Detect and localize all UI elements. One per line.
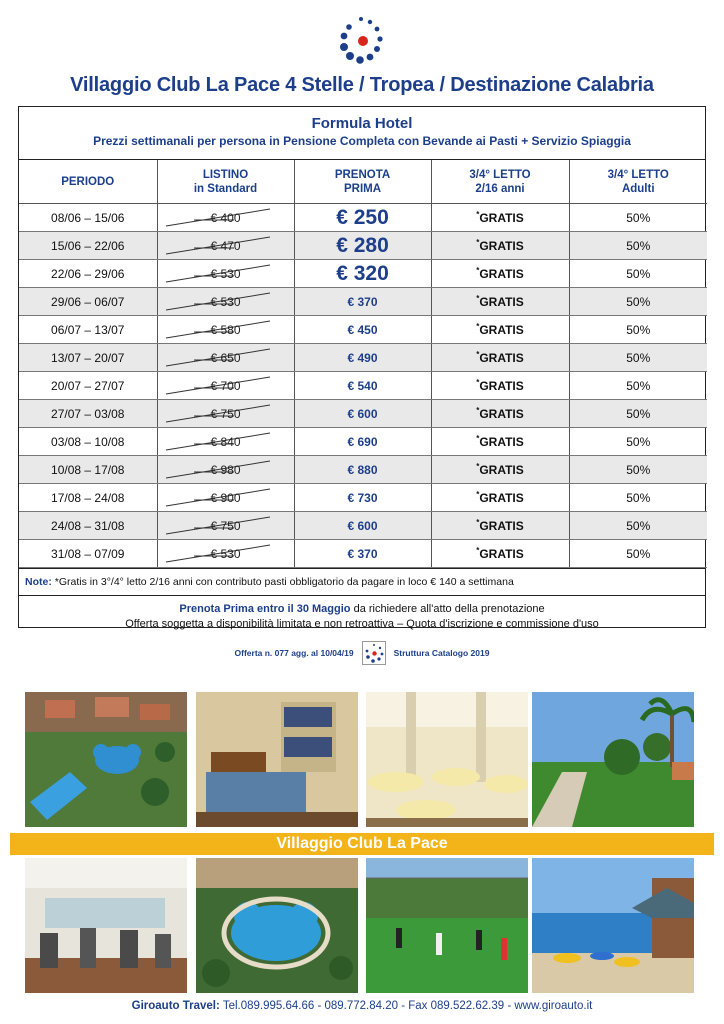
gratis-label: GRATIS bbox=[479, 519, 524, 533]
cell-prenota-prima: € 600 bbox=[294, 512, 431, 540]
formula-heading: Formula Hotel bbox=[311, 115, 413, 132]
asterisk: * bbox=[476, 490, 480, 499]
cell-periodo: 22/06 – 29/06 bbox=[19, 260, 157, 288]
cell-prenota-prima: € 370 bbox=[294, 540, 431, 568]
cell-prenota-prima: € 490 bbox=[294, 344, 431, 372]
mini-logo-icon bbox=[362, 641, 386, 665]
listino-price: € 470 bbox=[210, 238, 241, 253]
cell-prenota-prima: € 250 bbox=[294, 204, 431, 232]
table-row bbox=[19, 456, 707, 484]
table-header-row bbox=[19, 160, 707, 204]
listino-price: € 750 bbox=[210, 406, 241, 421]
price-table-header bbox=[19, 107, 705, 160]
cell-letto-bimbi bbox=[431, 204, 569, 232]
cell-listino bbox=[157, 400, 294, 428]
note-label: Note: bbox=[25, 576, 52, 588]
table-row bbox=[19, 484, 707, 512]
gratis-label: GRATIS bbox=[479, 267, 524, 281]
table-row bbox=[19, 288, 707, 316]
resort-banner: Villaggio Club La Pace bbox=[10, 833, 714, 855]
cell-listino bbox=[157, 204, 294, 232]
cell-letto-adulti: 50% bbox=[569, 512, 707, 540]
listino-price: € 400 bbox=[210, 210, 241, 225]
gratis-label: GRATIS bbox=[479, 239, 524, 253]
cell-prenota-prima: € 370 bbox=[294, 288, 431, 316]
gratis-label: GRATIS bbox=[479, 379, 524, 393]
col-listino: LISTINO in Standard bbox=[157, 160, 294, 204]
cell-letto-bimbi bbox=[431, 344, 569, 372]
cell-letto-adulti: 50% bbox=[569, 288, 707, 316]
cell-letto-bimbi bbox=[431, 484, 569, 512]
catalog-label: Struttura Catalogo 2019 bbox=[393, 648, 490, 658]
table-row bbox=[19, 204, 707, 232]
photo-resort-aerial bbox=[25, 692, 187, 827]
price-table-box bbox=[18, 106, 706, 628]
gratis-label: GRATIS bbox=[479, 211, 524, 225]
cell-listino bbox=[157, 316, 294, 344]
cell-letto-adulti: 50% bbox=[569, 400, 707, 428]
cell-letto-bimbi bbox=[431, 288, 569, 316]
col-periodo: PERIODO bbox=[19, 160, 157, 204]
gratis-label: GRATIS bbox=[479, 295, 524, 309]
cell-prenota-prima: € 730 bbox=[294, 484, 431, 512]
cell-letto-adulti: 50% bbox=[569, 344, 707, 372]
cell-prenota-prima: € 540 bbox=[294, 372, 431, 400]
photo-gym bbox=[25, 858, 187, 993]
photo-beach bbox=[532, 858, 694, 993]
asterisk: * bbox=[476, 294, 480, 303]
offer-line2: Offerta soggetta a disponibilità limitata e non retroattiva – Quota d'iscrizione e commissione d'uso bbox=[125, 618, 599, 630]
note-row bbox=[19, 568, 705, 596]
cell-letto-adulti: 50% bbox=[569, 204, 707, 232]
gratis-label: GRATIS bbox=[479, 323, 524, 337]
company-logo bbox=[335, 14, 387, 66]
table-row bbox=[19, 260, 707, 288]
cell-letto-adulti: 50% bbox=[569, 232, 707, 260]
cell-periodo: 06/07 – 13/07 bbox=[19, 316, 157, 344]
cell-periodo: 24/08 – 31/08 bbox=[19, 512, 157, 540]
offer-reference: Offerta n. 077 agg. al 10/04/19 bbox=[234, 648, 354, 658]
cell-letto-adulti: 50% bbox=[569, 540, 707, 568]
cell-periodo: 08/06 – 15/06 bbox=[19, 204, 157, 232]
cell-letto-bimbi bbox=[431, 540, 569, 568]
cell-periodo: 10/08 – 17/08 bbox=[19, 456, 157, 484]
cell-letto-bimbi bbox=[431, 316, 569, 344]
table-row bbox=[19, 372, 707, 400]
cell-periodo: 13/07 – 20/07 bbox=[19, 344, 157, 372]
price-table bbox=[19, 160, 707, 568]
asterisk: * bbox=[476, 322, 480, 331]
cell-listino bbox=[157, 232, 294, 260]
cell-prenota-prima: € 600 bbox=[294, 400, 431, 428]
asterisk: * bbox=[476, 266, 480, 275]
table-row bbox=[19, 316, 707, 344]
cell-letto-bimbi bbox=[431, 428, 569, 456]
gratis-label: GRATIS bbox=[479, 407, 524, 421]
asterisk: * bbox=[476, 238, 480, 247]
table-row bbox=[19, 428, 707, 456]
cell-letto-bimbi bbox=[431, 260, 569, 288]
cell-letto-adulti: 50% bbox=[569, 456, 707, 484]
listino-price: € 650 bbox=[210, 350, 241, 365]
cell-letto-adulti: 50% bbox=[569, 372, 707, 400]
listino-price: € 750 bbox=[210, 518, 241, 533]
cell-prenota-prima: € 280 bbox=[294, 232, 431, 260]
col-letto-bimbi: 3/4° LETTO 2/16 anni bbox=[431, 160, 569, 204]
gratis-label: GRATIS bbox=[479, 463, 524, 477]
cell-listino bbox=[157, 288, 294, 316]
asterisk: * bbox=[476, 434, 480, 443]
cell-prenota-prima: € 690 bbox=[294, 428, 431, 456]
cell-letto-adulti: 50% bbox=[569, 484, 707, 512]
cell-listino bbox=[157, 456, 294, 484]
footer-contacts bbox=[0, 1000, 724, 1012]
cell-letto-adulti: 50% bbox=[569, 260, 707, 288]
footer-brand: Giroauto Travel: bbox=[131, 1000, 220, 1012]
cell-listino bbox=[157, 344, 294, 372]
offer-deadline: Prenota Prima entro il 30 Maggio bbox=[179, 603, 351, 615]
asterisk: * bbox=[476, 462, 480, 471]
asterisk: * bbox=[476, 210, 480, 219]
cell-letto-bimbi bbox=[431, 512, 569, 540]
listino-price: € 530 bbox=[210, 266, 241, 281]
cell-periodo: 31/08 – 07/09 bbox=[19, 540, 157, 568]
footer-contact-details: Tel.089.995.64.66 - 089.772.84.20 - Fax 089.522.62.39 - www.giroauto.it bbox=[219, 1000, 593, 1012]
cell-listino bbox=[157, 428, 294, 456]
photo-restaurant bbox=[366, 692, 528, 827]
offer-line1: da richiedere all'atto della prenotazione bbox=[350, 603, 545, 615]
offer-conditions bbox=[19, 596, 705, 632]
offer-meta bbox=[0, 640, 724, 666]
cell-listino bbox=[157, 512, 294, 540]
page-title: Villaggio Club La Pace 4 Stelle / Tropea / Destinazione Calabria bbox=[70, 74, 654, 96]
table-row bbox=[19, 232, 707, 260]
cell-periodo: 15/06 – 22/06 bbox=[19, 232, 157, 260]
cell-listino bbox=[157, 484, 294, 512]
cell-periodo: 20/07 – 27/07 bbox=[19, 372, 157, 400]
gratis-label: GRATIS bbox=[479, 351, 524, 365]
table-row bbox=[19, 344, 707, 372]
asterisk: * bbox=[476, 350, 480, 359]
table-row bbox=[19, 512, 707, 540]
cell-letto-bimbi bbox=[431, 456, 569, 484]
cell-letto-adulti: 50% bbox=[569, 316, 707, 344]
photo-hotel-room bbox=[196, 692, 358, 827]
col-letto-adulti: 3/4° LETTO Adulti bbox=[569, 160, 707, 204]
cell-periodo: 27/07 – 03/08 bbox=[19, 400, 157, 428]
photo-pool-aerial bbox=[196, 858, 358, 993]
listino-price: € 980 bbox=[210, 462, 241, 477]
listino-price: € 580 bbox=[210, 322, 241, 337]
listino-price: € 700 bbox=[210, 378, 241, 393]
listino-price: € 530 bbox=[210, 546, 241, 561]
gratis-label: GRATIS bbox=[479, 491, 524, 505]
note-text: *Gratis in 3°/4° letto 2/16 anni con contributo pasti obbligatorio da pagare in loco € 140 a settimana bbox=[51, 576, 514, 588]
asterisk: * bbox=[476, 406, 480, 415]
table-row bbox=[19, 540, 707, 568]
table-row bbox=[19, 400, 707, 428]
cell-listino bbox=[157, 260, 294, 288]
cell-letto-bimbi bbox=[431, 400, 569, 428]
photo-gardens bbox=[532, 692, 694, 827]
cell-letto-adulti: 50% bbox=[569, 428, 707, 456]
listino-price: € 840 bbox=[210, 434, 241, 449]
asterisk: * bbox=[476, 518, 480, 527]
cell-listino bbox=[157, 372, 294, 400]
cell-letto-bimbi bbox=[431, 372, 569, 400]
cell-prenota-prima: € 880 bbox=[294, 456, 431, 484]
col-prenota: PRENOTA PRIMA bbox=[294, 160, 431, 204]
photo-football-pitch bbox=[366, 858, 528, 993]
cell-listino bbox=[157, 540, 294, 568]
cell-prenota-prima: € 450 bbox=[294, 316, 431, 344]
gratis-label: GRATIS bbox=[479, 435, 524, 449]
formula-subheading: Prezzi settimanali per persona in Pensione Completa con Bevande ai Pasti + Servizio Spiaggia bbox=[93, 134, 631, 148]
cell-prenota-prima: € 320 bbox=[294, 260, 431, 288]
gratis-label: GRATIS bbox=[479, 547, 524, 561]
cell-periodo: 03/08 – 10/08 bbox=[19, 428, 157, 456]
cell-periodo: 17/08 – 24/08 bbox=[19, 484, 157, 512]
asterisk: * bbox=[476, 378, 480, 387]
listino-price: € 530 bbox=[210, 294, 241, 309]
cell-periodo: 29/06 – 06/07 bbox=[19, 288, 157, 316]
asterisk: * bbox=[476, 546, 480, 555]
cell-letto-bimbi bbox=[431, 232, 569, 260]
listino-price: € 900 bbox=[210, 490, 241, 505]
